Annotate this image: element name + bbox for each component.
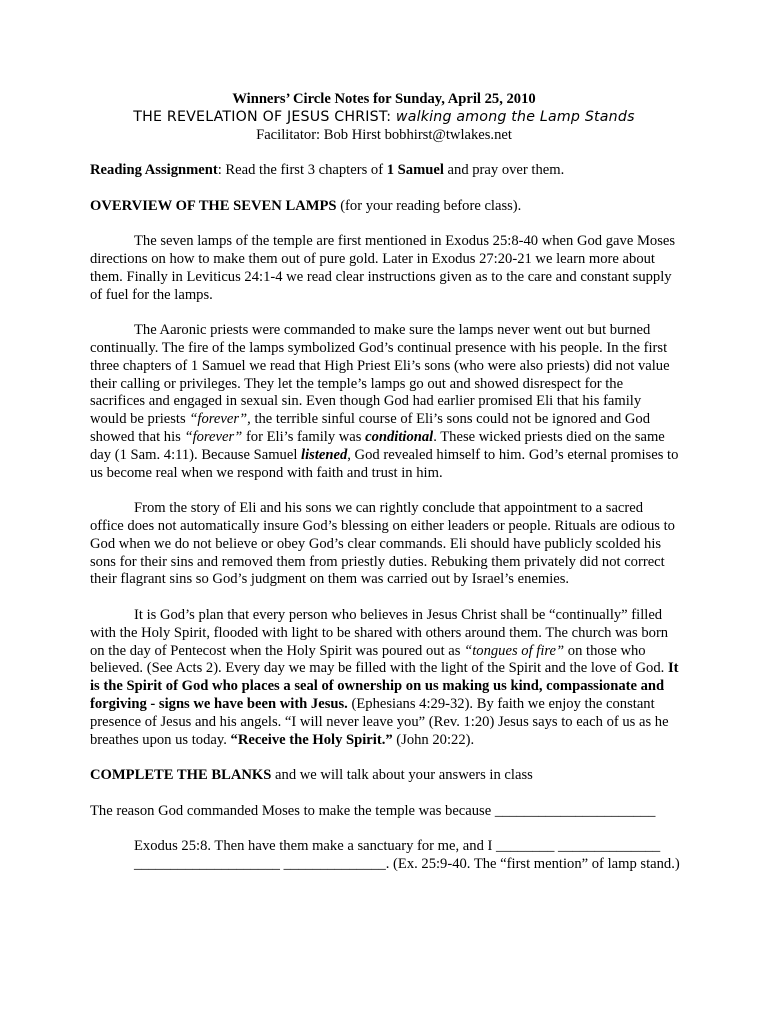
para2-text-a: The Aaronic priests were commanded to make sure the lamps never went out but burned continually. The fire of the lamps symbolized God’s continual presence with his people. In the first three chapters of 1 Samuel we read that High Priest Eli’s sons (who were also priests) did not value their calling or privileges. They let the temple’s lamps go out and showed disrespect for the sacrifices and engaged in sexual sin. Even though God had earlier promised Eli that his family would be priests xyxy=(90,322,670,428)
para2-text-b: , the terrible sinful course of Eli’s sons could not be ignored and God showed that his xyxy=(90,411,651,445)
exodus-quote-block xyxy=(134,838,680,874)
para4-text-d: (John 20:22). xyxy=(392,731,475,748)
series-title-line xyxy=(0,109,768,127)
exodus-quote-line-2: ____________________ ______________. (Ex. 25:9-40. The “first mention” of lamp stand.) xyxy=(134,856,680,873)
document-body xyxy=(90,162,680,874)
paragraph-seven-lamps: The seven lamps of the temple are first mentioned in Exodus 25:8-40 when God gave Moses directions on how to make them out of pure gold. Later in Exodus 27:20-21 we learn more about them. Finally in Leviticus 24:1-4 we read clear instructions given as to the care and constant supply of fuel for the lamps. xyxy=(90,233,676,303)
complete-blanks-line xyxy=(90,767,680,785)
facilitator-line: Facilitator: Bob Hirst bobhirst@twlakes.net xyxy=(256,127,512,143)
paragraph-aaronic-priests xyxy=(90,322,680,482)
para2-text-c: for Eli’s family was xyxy=(242,428,366,445)
para4-text-c: (Ephesians 4:29-32). By faith we enjoy the constant presence of Jesus and his angels. “I will never leave you” (Rev. 1:20) Jesus says to each of us as he breathes upon us today. xyxy=(90,695,669,748)
reading-label: Reading Assignment xyxy=(90,162,218,178)
reading-text-end: and pray over them. xyxy=(443,162,565,178)
series-title: THE REVELATION OF JESUS CHRIST: xyxy=(133,109,392,125)
conditional-word: conditional xyxy=(365,428,434,445)
question-temple-reason: The reason God commanded Moses to make the temple was because ______________________ xyxy=(90,802,656,819)
receive-holy-spirit-quote: “Receive the Holy Spirit.” xyxy=(230,731,393,748)
seal-of-ownership-statement: It is the Spirit of God who places a seal of ownership on us making us kind, compassionate and forgiving - signs we have been with Jesus. xyxy=(90,660,679,712)
forever-quote-1: “forever” xyxy=(189,411,248,428)
complete-blanks-heading: COMPLETE THE BLANKS xyxy=(90,767,272,784)
reading-book: 1 Samuel xyxy=(386,162,444,178)
overview-heading-line xyxy=(90,198,680,216)
complete-blanks-note: and we will talk about your answers in class xyxy=(271,767,533,784)
paragraph-holy-spirit xyxy=(90,607,680,749)
overview-note: (for your reading before class). xyxy=(336,197,522,214)
tongues-of-fire-quote: “tongues of fire” xyxy=(464,642,565,659)
series-subtitle: walking among the Lamp Stands xyxy=(395,109,635,125)
paragraph-eli-story: From the story of Eli and his sons we can rightly conclude that appointment to a sacred office does not automatically insure God’s blessing on either leaders or people. Rituals are odious to God when we do not believe or obey God’s clear commands. Eli should have publicly scolded his sons for their sins and removed them from priestly duties. Rebuking them privately did not correct their flagrant sins so God’s judgment on them was carried out by Israel’s enemies. xyxy=(90,500,675,588)
document-header xyxy=(0,91,768,145)
para2-text-d: . These wicked priests died on the same day (1 Sam. 4:11). Because Samuel xyxy=(90,428,665,463)
overview-heading: OVERVIEW OF THE SEVEN LAMPS xyxy=(90,197,337,214)
reading-assignment xyxy=(90,162,680,180)
forever-quote-2: “forever” xyxy=(184,428,243,445)
para4-text-a: It is God’s plan that every person who believes in Jesus Christ shall be “continually” filled with the Holy Spirit, flooded with light to be shared with others around them. The church was born on the day of Pentecost when the Holy Spirit was poured out as xyxy=(90,606,669,659)
exodus-quote-line-1: Exodus 25:8. Then have them make a sanctuary for me, and I ________ ______________ xyxy=(134,838,661,855)
para4-text-b: on those who believed. (See Acts 2). Every day we may be filled with the light of the Spirit and the love of God. xyxy=(90,642,668,677)
listened-word: listened xyxy=(301,446,348,463)
para2-text-e: , God revealed himself to him. God’s eternal promises to us become real when we respond with faith and trust in him. xyxy=(90,446,679,481)
notes-title: Winners’ Circle Notes for Sunday, April 25, 2010 xyxy=(232,91,536,107)
reading-text: : Read the first 3 chapters of xyxy=(217,162,387,178)
